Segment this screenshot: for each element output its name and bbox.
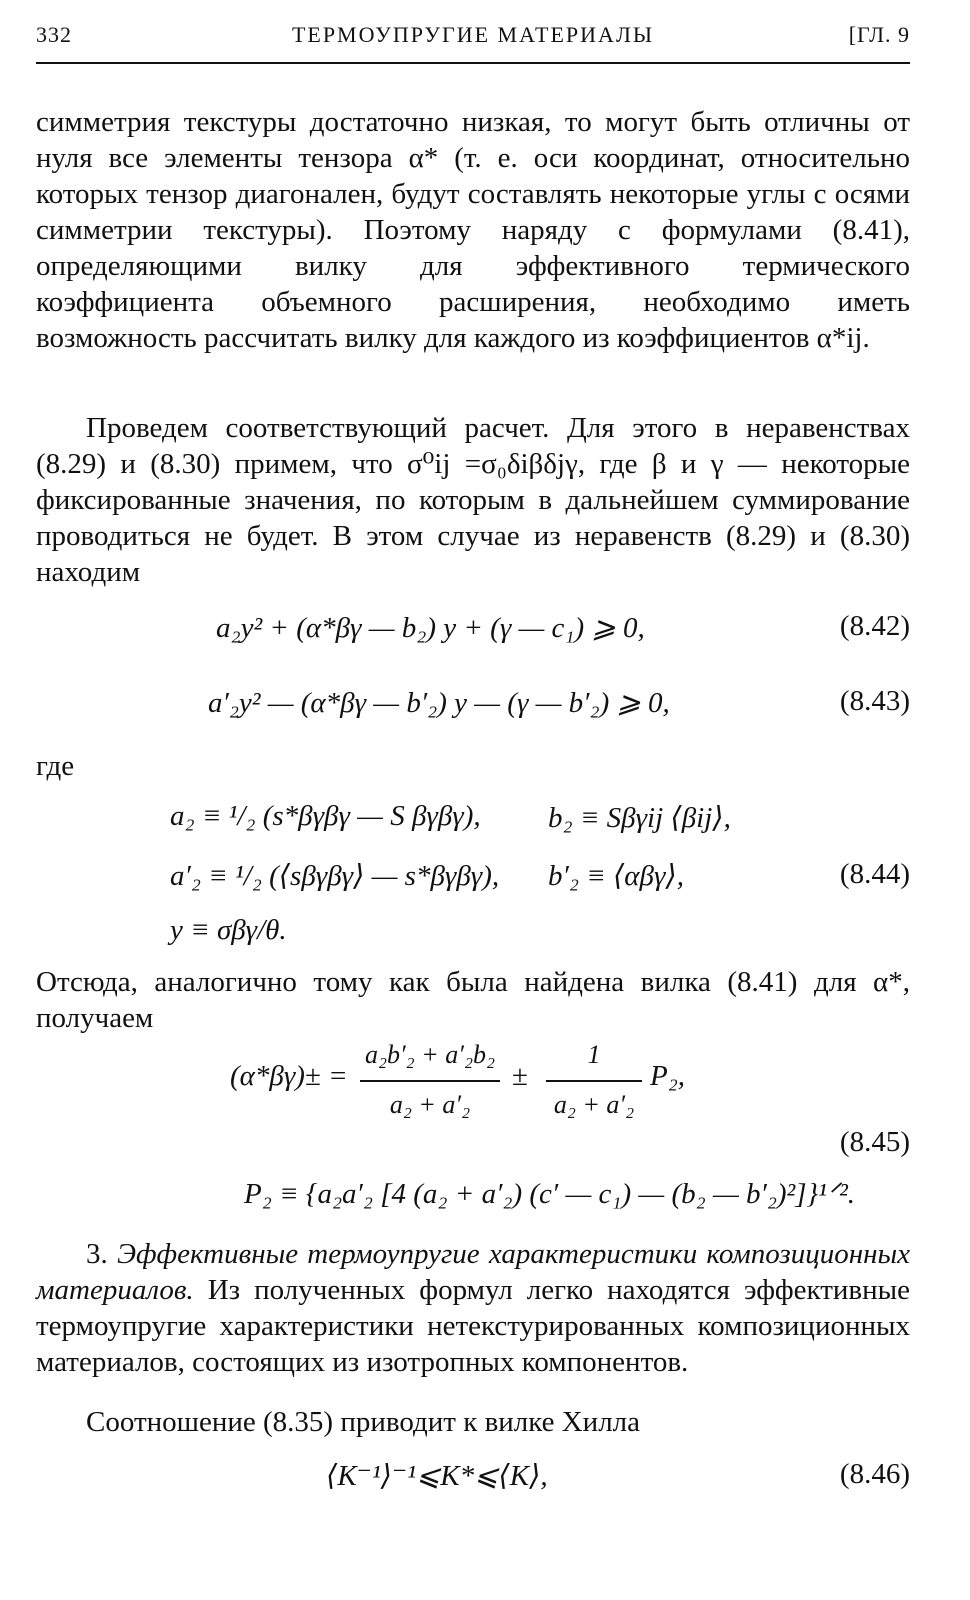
paragraph-section-3 — [36, 1236, 910, 1380]
equation-number-8-45: (8.45) — [839, 1126, 910, 1158]
plus-minus-sign: ± — [512, 1060, 528, 1092]
section-number: 3. — [86, 1238, 108, 1270]
equation-8-45-p2: P₂ ≡ {a₂a′₂ [4 (a₂ + a′₂) (c′ — c₁) — (b₂ — b′₂)²]}¹ᐟ². — [244, 1178, 856, 1210]
equation-8-44-y: y ≡ σβγ/θ. — [170, 914, 287, 946]
fraction-2-denominator: a₂ + a′₂ — [553, 1090, 635, 1119]
fraction-2-numerator: 1 — [587, 1040, 601, 1069]
equation-8-44-a2: a₂ ≡ ¹/₂ (s*βγβγ — S βγβγ), — [170, 800, 481, 832]
fraction-1-numerator: a₂b′₂ + a′₂b₂ — [364, 1040, 496, 1069]
equation-8-45-lhs: (α*βγ)± = — [230, 1060, 348, 1092]
paragraph-hill-bounds: Соотношение (8.35) приводит к вилке Хилла — [86, 1406, 641, 1438]
running-header — [36, 14, 910, 54]
paragraph-hence: Отсюда, аналогично тому как была найдена вилка (8.41) для α*, получаем — [36, 966, 910, 1034]
section-text: Из полученных формул легко находятся эффективные термоупругие характеристики нетекстурированных композиционных материалов, состоящих из изотропных компонентов. — [36, 1274, 910, 1378]
equation-number-8-46: (8.46) — [839, 1458, 910, 1490]
equation-number-8-42: (8.42) — [839, 610, 910, 642]
equation-8-42: a₂y² + (α*βγ — b₂) y + (γ — c₁) ⩾ 0, — [216, 612, 645, 644]
running-title: ТЕРМОУПРУГИЕ МАТЕРИАЛЫ — [291, 22, 655, 47]
equation-8-45-p2-factor: P₂, — [650, 1060, 686, 1092]
equation-8-43: a′₂y² — (α*βγ — b′₂) y — (γ — b′₂) ⩾ 0, — [208, 687, 670, 719]
equation-8-46: ⟨K⁻¹⟩⁻¹⩽K*⩽⟨K⟩, — [326, 1460, 548, 1492]
fraction-1-bar — [360, 1080, 500, 1082]
fraction-2-bar — [546, 1080, 642, 1082]
where-label: где — [36, 750, 75, 782]
page-number: 332 — [36, 22, 72, 47]
paragraph-texture-symmetry: симметрия текстуры достаточно низкая, то могут быть отличны от нуля все элементы тензора α* (т. е. оси координат, относительно которых тензор диагонален, будут составлять некоторые углы с осями симметрии текстуры). Поэтому наряду с формулами (8.41), определяющими вилку для эффективного термического коэффициента объемного расширения, необходимо иметь возможность рассчитать вилку для каждого из коэффициентов α*ij. — [36, 106, 910, 354]
equation-8-44-b2: b₂ ≡ Sβγij ⟨βij⟩, — [548, 802, 731, 834]
equation-number-8-44: (8.44) — [839, 858, 910, 890]
equation-8-44-a2-prime: a′₂ ≡ ¹/₂ (⟨sβγβγ⟩ — s*βγβγ), — [170, 860, 500, 892]
header-rule — [36, 62, 910, 64]
fraction-1-denominator: a₂ + a′₂ — [389, 1090, 471, 1119]
equation-number-8-43: (8.43) — [839, 685, 910, 717]
equation-8-44-b2-prime: b′₂ ≡ ⟨αβγ⟩, — [548, 860, 684, 892]
paragraph-calculation: Проведем соответствующий расчет. Для этого в неравенствах (8.29) и (8.30) примем, что σ⁰ij =σ₀δiβδjγ, где β и γ — некоторые фиксированные значения, по которым в дальнейшем суммирование проводиться не будет. В этом случае из неравенств (8.29) и (8.30) находим — [36, 412, 910, 588]
section-title: Эффективные термоупругие характеристики композиционных материалов. — [36, 1238, 910, 1306]
chapter-label: [ГЛ. 9 — [848, 22, 910, 47]
